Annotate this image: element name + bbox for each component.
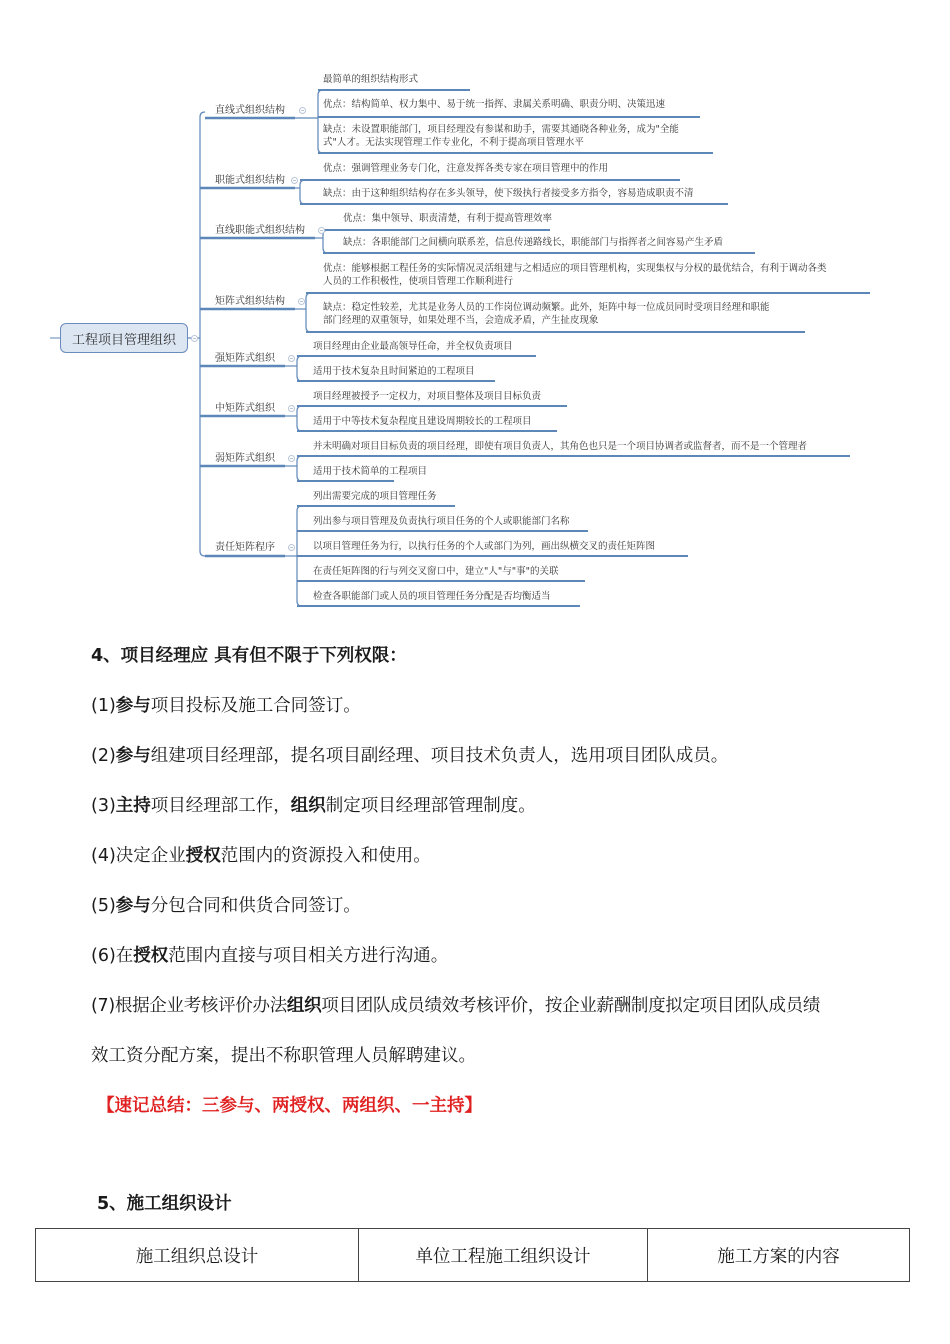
item-number: (2) <box>91 746 116 766</box>
collapse-toggle-icon[interactable] <box>288 544 295 551</box>
table-header-cell: 单位工程施工组织设计 <box>359 1229 648 1282</box>
authority-item-3 <box>91 794 536 818</box>
collapse-toggle-icon[interactable] <box>288 455 295 462</box>
item-keyword: 授权 <box>133 946 169 966</box>
branch-label: 直线职能式组织结构 <box>215 225 305 236</box>
collapse-toggle-icon[interactable] <box>318 227 325 234</box>
item-keyword: 组织 <box>290 796 326 816</box>
collapse-toggle-icon[interactable] <box>291 177 298 184</box>
leaf-node: 以项目管理任务为行，以执行任务的个人或部门为列，画出纵横交叉的责任矩阵图 <box>313 541 656 552</box>
item-number: (5) <box>91 896 116 916</box>
authority-item-7-continued: 效工资分配方案，提出不称职管理人员解聘建议。 <box>91 1046 476 1066</box>
branch-label: 矩阵式组织结构 <box>215 296 285 307</box>
authority-item-1 <box>91 694 361 718</box>
leaf-node: 优点：强调管理业务专门化，注意发挥各类专家在项目管理中的作用 <box>323 163 609 174</box>
leaf-node: 缺点：未设置职能部门，项目经理没有参谋和助手，需要其通晓各种业务，成为"全能 <box>323 124 679 135</box>
leaf-node: 部门经理的双重领导，如果处理不当，会造成矛盾，产生扯皮现象 <box>323 315 599 326</box>
leaf-node: 检查各职能部门或人员的项目管理任务分配是否均衡适当 <box>313 591 551 602</box>
item-keyword: 参与 <box>115 896 151 916</box>
leaf-node: 优点：结构简单、权力集中、易于统一指挥、隶属关系明确、职责分明、决策迅速 <box>323 99 666 110</box>
branch-label: 弱矩阵式组织 <box>215 453 275 464</box>
item-number: (3) <box>91 796 116 816</box>
section-4-heading: 4、项目经理应 具有但不限于下列权限： <box>91 646 407 666</box>
leaf-node: 适用于中等技术复杂程度且建设周期较长的工程项目 <box>313 416 532 427</box>
item-keyword: 参与 <box>115 696 151 716</box>
item-keyword: 参与 <box>115 746 151 766</box>
item-number: (4) <box>91 846 116 866</box>
leaf-node: 适用于技术复杂且时间紧迫的工程项目 <box>313 366 475 377</box>
authority-item-4 <box>91 844 431 868</box>
table-header-cell: 施工组织总设计 <box>36 1229 359 1282</box>
branch-label: 直线式组织结构 <box>215 105 285 116</box>
branch-label: 中矩阵式组织 <box>215 403 275 414</box>
item-keyword: 授权 <box>185 846 221 866</box>
item-text: 制定项目经理部管理制度。 <box>325 796 536 816</box>
item-number: (7) <box>91 996 115 1016</box>
leaf-node: 缺点：稳定性较差，尤其是业务人员的工作岗位调动频繁。此外，矩阵中每一位成员同时受项目经理和职能 <box>323 302 770 313</box>
item-number: (1) <box>91 696 116 716</box>
branch-label: 责任矩阵程序 <box>215 542 275 553</box>
leaf-node: 列出参与项目管理及负责执行项目任务的个人或职能部门名称 <box>313 516 570 527</box>
collapse-toggle-icon[interactable] <box>288 355 295 362</box>
branch-label: 强矩阵式组织 <box>215 353 275 364</box>
mind-map <box>0 0 950 620</box>
item-text: 根据企业考核评价办法 <box>114 996 287 1016</box>
authority-item-2 <box>91 744 728 768</box>
authority-item-5 <box>91 894 361 918</box>
leaf-node: 项目经理由企业最高领导任命，并全权负责项目 <box>313 341 513 352</box>
authority-item-6 <box>91 944 448 968</box>
construction-design-table <box>35 1228 910 1282</box>
table-row <box>36 1229 910 1282</box>
item-text: 项目团队成员绩效考核评价，按企业薪酬制度拟定项目团队成员绩 <box>321 996 821 1016</box>
item-text: 范围内直接与项目相关方进行沟通。 <box>168 946 449 966</box>
item-text: 决定企业 <box>115 846 186 866</box>
table-header-cell: 施工方案的内容 <box>648 1229 910 1282</box>
leaf-node: 式"人才。无法实现管理工作专业化，不利于提高项目管理水平 <box>323 137 584 148</box>
leaf-node: 项目经理被授予一定权力，对项目整体及项目目标负责 <box>313 391 542 402</box>
leaf-node: 人员的工作积极性，使项目管理工作顺利进行 <box>323 276 514 287</box>
leaf-node: 缺点：各职能部门之间横向联系差，信息传递路线长，职能部门与指挥者之间容易产生矛盾 <box>343 237 724 248</box>
collapse-toggle-icon[interactable] <box>298 298 305 305</box>
leaf-node: 适用于技术简单的工程项目 <box>313 466 428 477</box>
item-text: 组建项目经理部，提名项目副经理、项目技术负责人，选用项目团队成员。 <box>150 746 729 766</box>
collapse-toggle-icon[interactable] <box>191 335 198 342</box>
section-5-heading: 5、施工组织设计 <box>97 1194 232 1214</box>
leaf-node: 优点：集中领导、职责清楚，有利于提高管理效率 <box>343 213 553 224</box>
item-text: 在 <box>115 946 134 966</box>
item-text: 范围内的资源投入和使用。 <box>220 846 431 866</box>
summary-note: 【速记总结：三参与、两授权、两组织、一主持】 <box>97 1096 482 1116</box>
collapse-toggle-icon[interactable] <box>288 405 295 412</box>
item-keyword: 组织 <box>286 996 322 1016</box>
item-text: 项目经理部工作， <box>150 796 291 816</box>
item-text: 分包合同和供货合同签订。 <box>150 896 361 916</box>
branch-label: 职能式组织结构 <box>215 175 285 186</box>
leaf-node: 优点：能够根据工程任务的实际情况灵活组建与之相适应的项目管理机构，实现集权与分权的最优结合，有利于调动各类 <box>323 263 827 274</box>
item-number: (6) <box>91 946 116 966</box>
mind-map-root: 工程项目管理组织 <box>60 323 188 353</box>
leaf-node: 在责任矩阵图的行与列交叉窗口中，建立"人"与"事"的关联 <box>313 566 559 577</box>
item-text: 项目投标及施工合同签订。 <box>150 696 361 716</box>
leaf-node: 最简单的组织结构形式 <box>323 74 419 85</box>
leaf-node: 缺点：由于这种组织结构存在多头领导，使下级执行者接受多方指令，容易造成职责不清 <box>323 188 694 199</box>
authority-item-7 <box>91 994 820 1018</box>
leaf-node: 列出需要完成的项目管理任务 <box>313 491 437 502</box>
leaf-node: 并未明确对项目目标负责的项目经理，即使有项目负责人，其角色也只是一个项目协调者或监督者，而不是一个管理者 <box>313 441 808 452</box>
item-keyword: 主持 <box>115 796 151 816</box>
collapse-toggle-icon[interactable] <box>299 107 306 114</box>
